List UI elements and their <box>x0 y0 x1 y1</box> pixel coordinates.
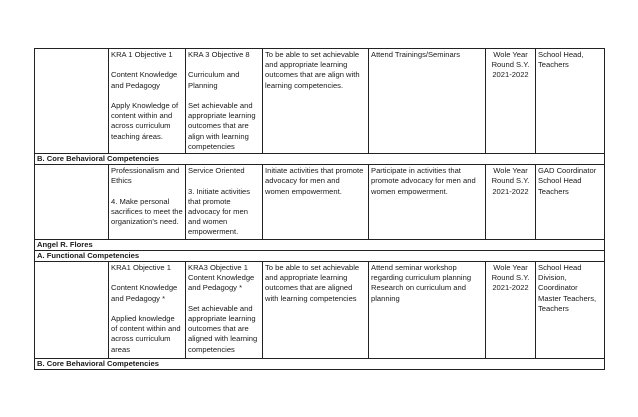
learning-objectives-cell: To be able to set achievable and appropriate learning outcomes that are align with learning competencies. <box>263 49 369 154</box>
resources-cell: GAD Coordinator School Head Teachers <box>536 165 605 239</box>
section-heading-core-behavioral: B. Core Behavioral Competencies <box>35 154 605 165</box>
development-needs-cell: KRA 3 Objective 8 Curriculum and Planning Set achievable and appropriate learning outcomes that are align with learning competencies <box>186 49 263 154</box>
learning-objectives-cell: To be able to set achievable and appropriate learning outcomes that are aligned with learning competencies <box>263 262 369 359</box>
development-plan-table <box>34 48 605 370</box>
section-row <box>35 154 605 165</box>
section-heading-core-behavioral: B. Core Behavioral Competencies <box>35 359 605 370</box>
empty-cell <box>35 165 109 239</box>
intervention-cell: Attend Trainings/Seminars <box>369 49 486 154</box>
section-heading-functional: A. Functional Competencies <box>35 250 605 261</box>
resources-cell: School Head, Teachers <box>536 49 605 154</box>
development-needs-cell: Service Oriented 3. Initiate activities that promote advocacy for men and women empowerment. <box>186 165 263 239</box>
intervention-cell: Participate in activities that promote advocacy for men and women empowerment. <box>369 165 486 239</box>
teacher-name: Angel R. Flores <box>35 239 605 250</box>
empty-cell <box>35 262 109 359</box>
strengths-cell: KRA 1 Objective 1 Content Knowledge and Pedagogy Apply Knowledge of content within and across curriculum teaching áreas. <box>109 49 186 154</box>
name-row <box>35 239 605 250</box>
table-row <box>35 165 605 239</box>
timeline-cell: Wole Year Round S.Y. 2021-2022 <box>486 165 536 239</box>
learning-objectives-cell: Initiate activities that promote advocacy for men and women empowerment. <box>263 165 369 239</box>
table-row <box>35 262 605 359</box>
development-needs-cell: KRA3 Objective 1 Content Knowledge and Pedagogy * Set achievable and appropriate learning outcomes that are aligned with learning competencies <box>186 262 263 359</box>
strengths-cell: KRA1 Objective 1 Content Knowledge and Pedagogy * Applied knowledge of content within and across curriculum areas <box>109 262 186 359</box>
intervention-cell: Attend seminar workshop regarding curriculum planning Research on curriculum and planning <box>369 262 486 359</box>
table-row <box>35 49 605 154</box>
section-row <box>35 250 605 261</box>
resources-cell: School Head Division, Coordinator Master Teachers, Teachers <box>536 262 605 359</box>
section-row <box>35 359 605 370</box>
timeline-cell: Wole Year Round S.Y. 2021-2022 <box>486 262 536 359</box>
strengths-cell: Professionalism and Ethics 4. Make personal sacrifices to meet the organization's need. <box>109 165 186 239</box>
empty-cell <box>35 49 109 154</box>
timeline-cell: Wole Year Round S.Y. 2021-2022 <box>486 49 536 154</box>
